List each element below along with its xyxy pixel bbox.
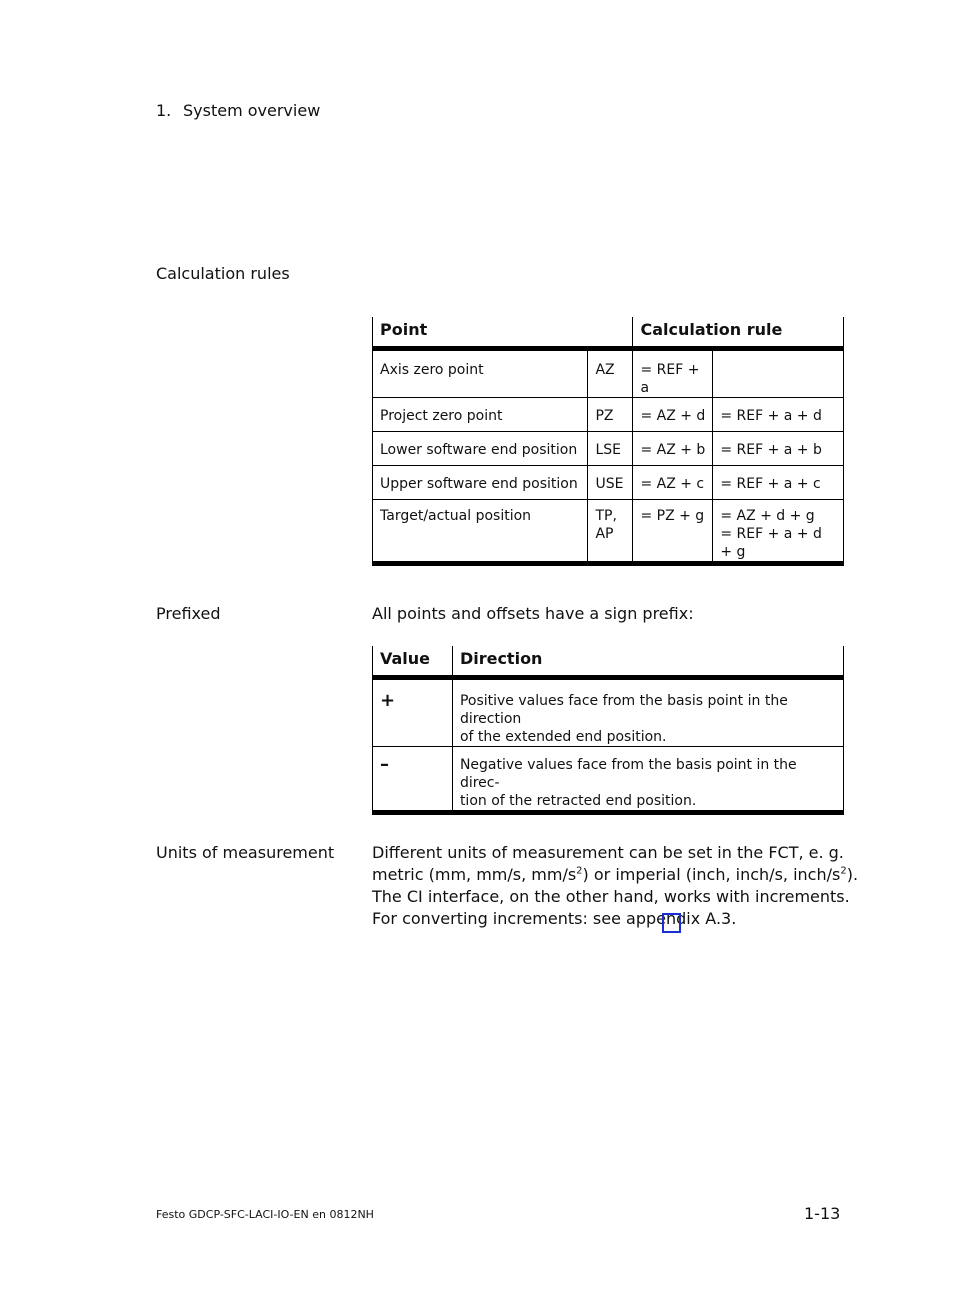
rule-primary: = AZ + b — [633, 431, 713, 465]
table-row — [373, 465, 844, 499]
point-name: Lower software end position — [373, 431, 588, 465]
units-line-1: Different units of measurement can be set in the FCT, e. g. — [372, 843, 844, 862]
rule-primary: = AZ + d — [633, 397, 713, 431]
superscript: 2 — [840, 865, 847, 877]
chapter-title: System overview — [183, 101, 321, 120]
rule-reference: = REF + a + d — [713, 397, 844, 431]
point-name: Project zero point — [373, 397, 588, 431]
side-label-calculation-rules: Calculation rules — [156, 264, 290, 283]
sign-value: + — [373, 677, 453, 746]
footer-doc-id: Festo GDCP-SFC-LACI-IO-EN en 0812NH — [156, 1208, 374, 1221]
point-abbr: PZ — [588, 397, 633, 431]
prefixed-intro: All points and offsets have a sign prefix: — [372, 604, 694, 623]
sign-prefix-table — [372, 646, 844, 815]
units-text: metric (mm, mm/s, mm/s — [372, 865, 577, 884]
rule-line-1: = AZ + d + g — [720, 507, 815, 524]
sign-value: – — [373, 746, 453, 812]
rule-primary: = REF + a — [633, 348, 713, 397]
rule-reference — [713, 348, 844, 397]
units-text: ). — [846, 865, 859, 884]
table-row — [373, 746, 844, 812]
table-row — [373, 348, 844, 397]
side-label-prefixed: Prefixed — [156, 604, 221, 623]
table-row — [373, 397, 844, 431]
header-point: Point — [373, 317, 633, 348]
table-row — [373, 677, 844, 746]
appendix-link[interactable] — [662, 913, 681, 933]
calculation-rules-table — [372, 317, 844, 566]
header-direction: Direction — [452, 646, 843, 677]
units-line-4: For converting increments: see appendix A.3. — [372, 909, 737, 928]
direction-line-2: tion of the retracted end position. — [459, 792, 697, 809]
point-name: Upper software end position — [373, 465, 588, 499]
rule-primary: = AZ + c — [633, 465, 713, 499]
table-row — [373, 431, 844, 465]
header-value: Value — [373, 646, 453, 677]
point-abbr — [588, 499, 633, 563]
abbr-line-2: AP — [595, 525, 614, 542]
direction-line-2: of the extended end position. — [459, 728, 667, 745]
rule-reference — [713, 499, 844, 563]
units-line-3: The CI interface, on the other hand, works with increments. — [372, 887, 850, 906]
header-calculation-rule: Calculation rule — [633, 317, 844, 348]
rule-line-2: = REF + a + d + g — [720, 525, 822, 560]
rule-reference: = REF + a + b — [713, 431, 844, 465]
point-abbr: USE — [588, 465, 633, 499]
page-number: 1-13 — [804, 1204, 841, 1223]
units-text: ) or imperial (inch, inch/s, inch/s — [582, 865, 841, 884]
point-abbr: LSE — [588, 431, 633, 465]
point-name: Target/actual position — [373, 499, 588, 563]
rule-primary: = PZ + g — [633, 499, 713, 563]
point-abbr: AZ — [588, 348, 633, 397]
direction-text — [452, 746, 843, 812]
point-name: Axis zero point — [373, 348, 588, 397]
units-line-2 — [372, 864, 858, 886]
side-label-units: Units of measurement — [156, 843, 335, 862]
chapter-number: 1. — [156, 101, 172, 120]
direction-line-1: Positive values face from the basis point in the direction — [459, 692, 788, 727]
chapter-heading — [156, 101, 320, 120]
direction-text — [452, 677, 843, 746]
table-row — [373, 499, 844, 563]
units-paragraph — [372, 842, 858, 930]
superscript: 2 — [576, 865, 583, 877]
rule-reference: = REF + a + c — [713, 465, 844, 499]
abbr-line-1: TP, — [595, 507, 617, 524]
direction-line-1: Negative values face from the basis point in the direc- — [459, 756, 797, 791]
